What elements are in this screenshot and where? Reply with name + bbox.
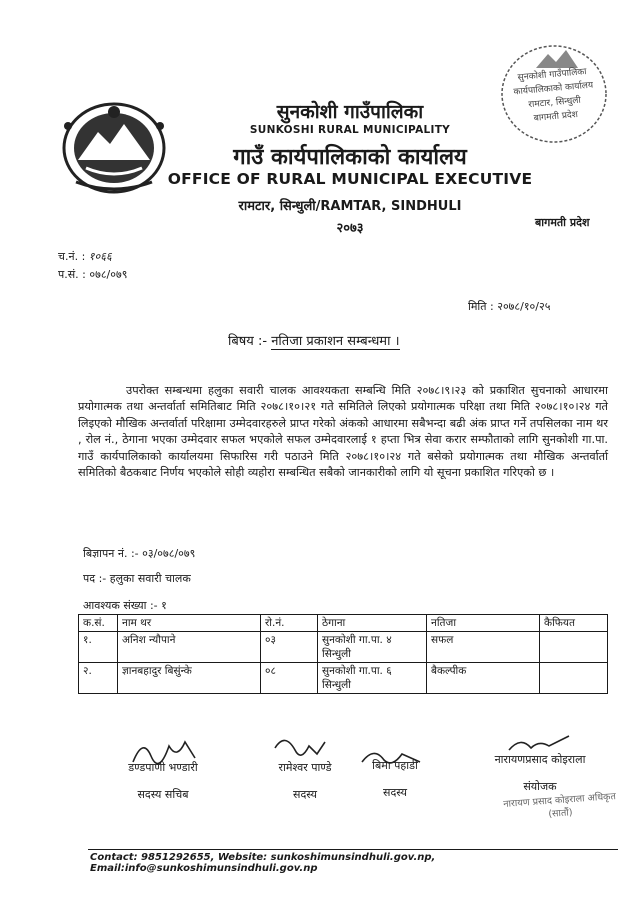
- col-sn: क.सं.: [79, 615, 118, 632]
- office-name-en: OFFICE OF RURAL MUNICIPAL EXECUTIVE: [167, 170, 533, 188]
- established-year: २०७३: [336, 221, 364, 236]
- cell-name: अनिश न्यौपाने: [118, 632, 261, 663]
- notice-body: उपरोक्त सम्बन्धमा हलुका सवारी चालक आवश्यकता सम्बन्धि मिति २०७८।९।२३ को प्रकाशित सुचनाको आधारमा प्रयोगात्मक तथा अन्तर्वार्ता समितिबाट मिति २०७८।१०।२१ गते समितिले लिएको प्रयोगात्मक परिक्षा तथा मिति २०७८।१०।२४ गते लिइएको मौखिक अन्तर्वार्ता परिक्षामा उम्मेदवारहरुले प्राप्त गरेको अंकको आधारमा सबैभन्दा बढी अंक प्राप्त गर्ने तपसिलका नाम थर , रोल नं., ठेगाना भएका उम्मेदवार सफल भएकोले सफल उम्मेदवारलाई १ हप्ता भित्र सेवा करार सम्फौताको लागि सुनकोशी गा.पा. गाउँ कार्यपालिकाको कार्यालयमा सिफारिस गरी पठाउने मिति २०७८।१०।२४ गते बसेको प्रयोगात्मक तथा मौखिक अन्तर्वार्ता समितिको बैठकबाट निर्णय भएकोले सोही व्यहोरा सम्बन्धित सबैको जानकारीको लागि यो सूचना प्रकाशित गरिएको छ ।: [78, 384, 608, 480]
- col-roll: रो.नं.: [261, 615, 318, 632]
- cell-roll: ०३: [261, 632, 318, 663]
- cell-sn: २.: [79, 663, 118, 694]
- cell-remarks: [540, 663, 608, 694]
- cell-address: [318, 632, 427, 663]
- table-row: [79, 663, 608, 694]
- table-row: [79, 632, 608, 663]
- seal-text-3: रामटार, सिन्धुली: [527, 95, 582, 111]
- col-name: नाम थर: [118, 615, 261, 632]
- footer-contact: Contact: 9851292655, Website: sunkoshimunsindhuli.gov.np, Email:info@sunkoshimunsindhuli.gov.np: [90, 852, 436, 874]
- col-address: ठेगाना: [318, 615, 427, 632]
- seal-text-4: बागमती प्रदेश: [533, 110, 579, 124]
- fiscal-value: ०७८/०७९: [89, 268, 128, 281]
- dispatch-number: [58, 249, 112, 264]
- col-result: नतिजा: [427, 615, 540, 632]
- cell-sn: १.: [79, 632, 118, 663]
- fiscal-label: प.सं. :: [58, 268, 86, 281]
- signatory-2-role: सदस्य: [293, 788, 317, 801]
- municipality-name-en: SUNKOSHI RURAL MUNICIPALITY: [249, 124, 451, 136]
- address-line-2: सिन्धुली: [322, 679, 352, 691]
- address-line-2: सिन्धुली: [322, 648, 352, 660]
- signatory-2-name: रामेश्वर पाण्डे: [278, 761, 332, 774]
- subject-line: [228, 331, 400, 349]
- address-line-1: सुनकोशी गा.पा. ४: [322, 634, 392, 646]
- subject-value: नतिजा प्रकाशन सम्बन्धमा ।: [271, 334, 400, 349]
- fiscal-year: [58, 267, 127, 282]
- footer-divider: [88, 849, 618, 850]
- dispatch-value: १०६६: [88, 250, 112, 263]
- cell-remarks: [540, 632, 608, 663]
- address-line-1: सुनकोशी गा.पा. ६: [322, 665, 392, 677]
- signatory-3-role: सदस्य: [383, 786, 407, 799]
- notice-number: बिज्ञापन नं. :- ०३/०७८/०७९: [83, 547, 196, 560]
- cell-result: सफल: [427, 632, 540, 663]
- seal-text-1: सुनकोशी गाउँपालिका: [517, 67, 588, 84]
- dispatch-label: च.नं. :: [58, 250, 86, 263]
- letter-date: मिति : २०७८/१०/२५: [468, 300, 551, 313]
- cell-name: ज्ञानबहादुर बिसुंन्के: [118, 663, 261, 694]
- signatory-4-name: नारायणप्रसाद कोइराला: [494, 753, 586, 766]
- results-table: [78, 614, 608, 694]
- office-address: रामटार, सिन्धुली/RAMTAR, SINDHULI: [238, 199, 462, 214]
- table-header-row: [79, 615, 608, 632]
- col-remarks: कैफियत: [540, 615, 608, 632]
- office-name-np: गाउँ कार्यपालिकाको कार्यालय: [233, 145, 467, 170]
- required-count: आवश्यक संख्या :- १: [83, 599, 167, 612]
- cell-address: [318, 663, 427, 694]
- post-title: पद :- हलुका सवारी चालक: [83, 572, 191, 585]
- cell-result: बैकल्पीक: [427, 663, 540, 694]
- signatory-3-name: बिमा पहाडी: [372, 759, 418, 772]
- subject-label: बिषय :-: [228, 334, 268, 349]
- municipality-name-np: सुनकोशी गाउँपालिका: [276, 101, 424, 123]
- province-name: बागमती प्रदेश: [535, 216, 590, 229]
- signatory-4-role: संयोजक: [523, 780, 557, 793]
- signatory-1-role: सदस्य सचिब: [137, 788, 189, 801]
- cell-roll: ०८: [261, 663, 318, 694]
- signatory-1-name: डण्डपाणी भण्डारी: [128, 761, 198, 774]
- office-seal: [498, 42, 610, 146]
- officer-stamp: नारायण प्रसाद कोइराला अधिकृत (सातौं): [502, 791, 617, 820]
- seal-text-2: कार्यपालिकाको कार्यालय: [513, 80, 594, 98]
